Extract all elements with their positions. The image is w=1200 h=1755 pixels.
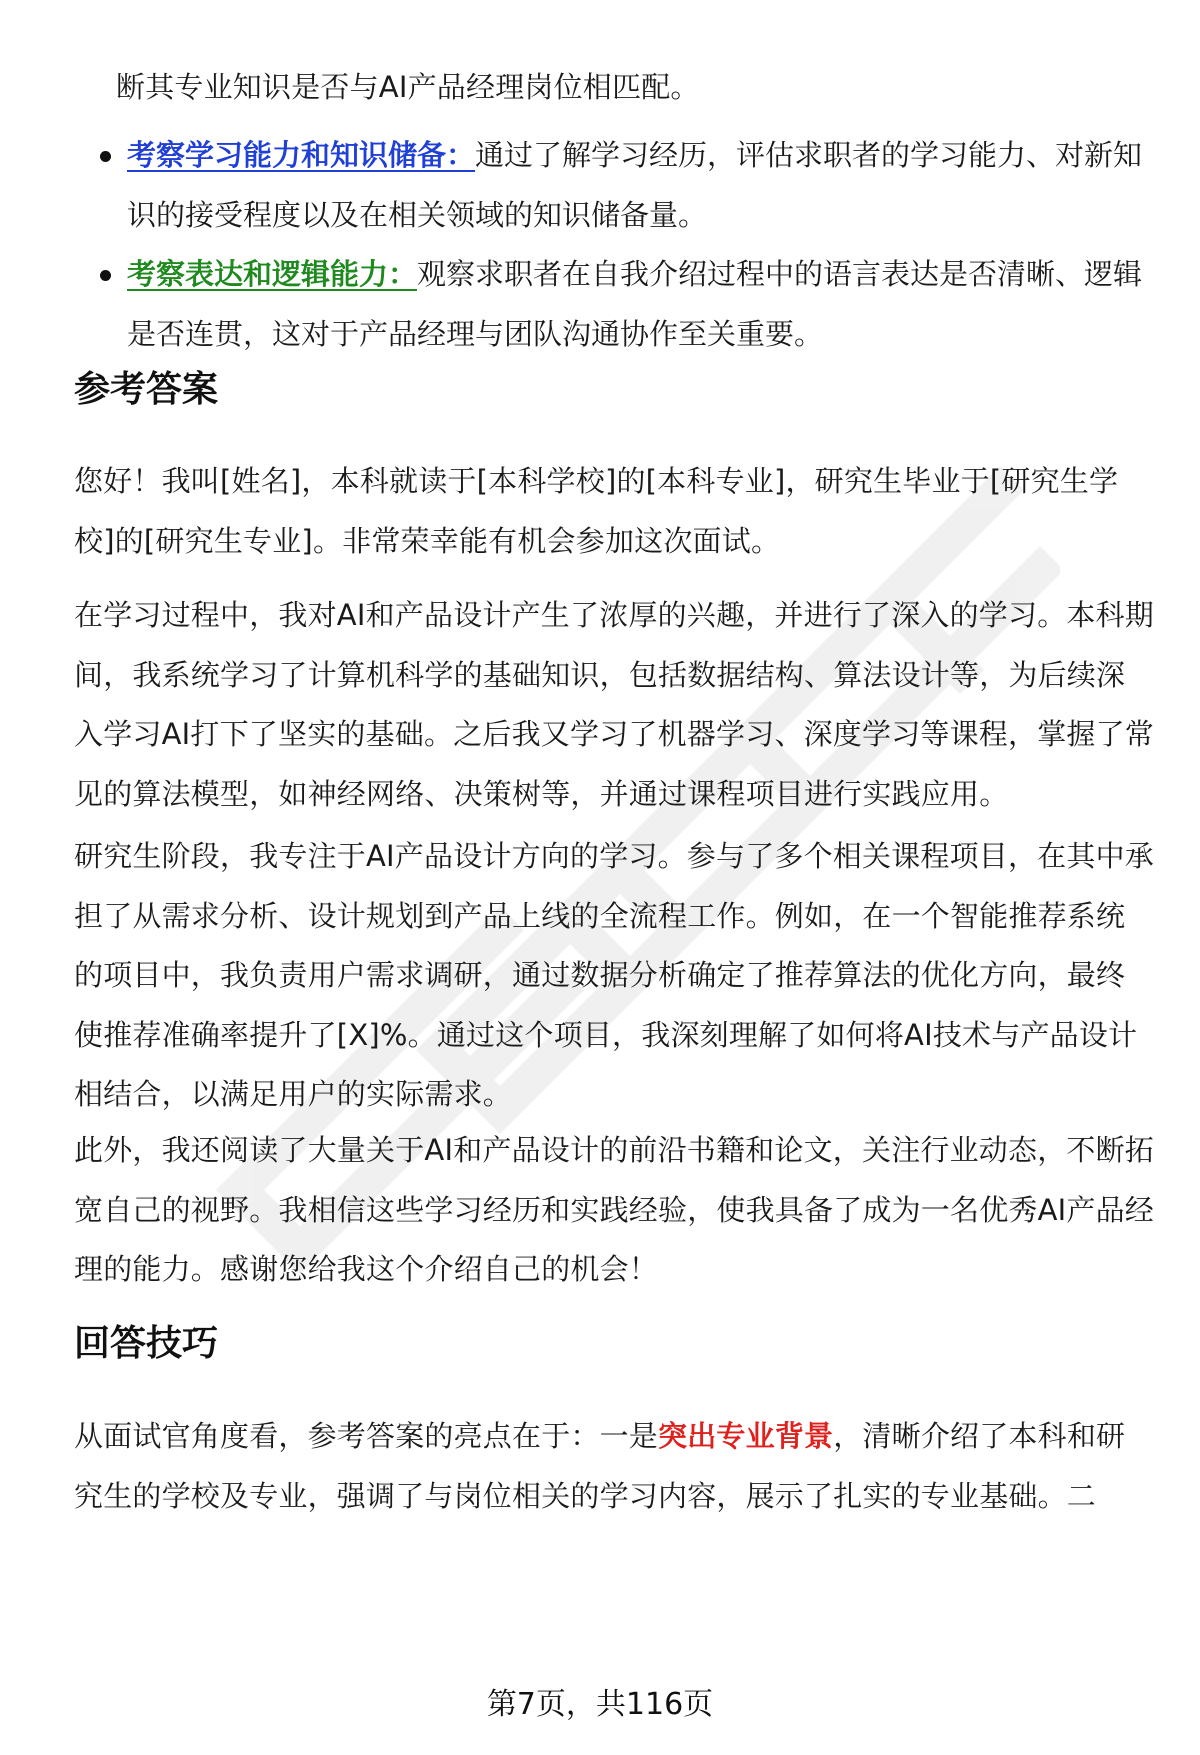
tips-text-before: 从面试官角度看，参考答案的亮点在于：一是	[74, 1419, 659, 1453]
continuation-text: 断其专业知识是否与AI产品经理岗位相匹配。	[116, 70, 700, 104]
bullet-text-learning: 通过了解学习经历，评估求职者的学习能力、对新知识的接受程度以及在相关领域的知识储备量。	[127, 138, 1143, 232]
answer-paragraph: 此外，我还阅读了大量关于AI和产品设计的前沿书籍和论文，关注行业动态，不断拓宽自己的视野。我相信这些学习经历和实践经验，使我具备了成为一名优秀AI产品经理的能力。感谢您给我这个介绍自己的机会！	[74, 1133, 1154, 1286]
section-heading-answer: 参考答案	[74, 369, 219, 410]
tips-text-after: ，清晰介绍了本科和研究生的学校及专业，强调了与岗位相关的学习内容，展示了扎实的专业基础。二	[74, 1419, 1126, 1513]
tips-highlight: 突出专业背景	[658, 1419, 834, 1453]
bullet-text-expression: 观察求职者在自我介绍过程中的语言表达是否清晰、逻辑是否连贯，这对于产品经理与团队沟通协作至关重要。	[127, 257, 1143, 351]
section-heading-tips: 回答技巧	[74, 1323, 219, 1364]
tips-paragraph	[74, 1407, 1154, 1526]
criteria-list	[74, 126, 1154, 364]
bullet-label-learning: 考察学习能力和知识储备：	[127, 138, 476, 172]
answer-paragraph: 您好！我叫[姓名]，本科就读于[本科学校]的[本科专业]，研究生毕业于[研究生学校]的[研究生专业]。非常荣幸能有机会参加这次面试。	[74, 464, 1119, 558]
bullet-label-expression: 考察表达和逻辑能力：	[127, 257, 418, 291]
page-number: 第7页，共116页	[486, 1687, 714, 1722]
list-item	[74, 245, 1154, 364]
answer-paragraph: 在学习过程中，我对AI和产品设计产生了浓厚的兴趣，并进行了深入的学习。本科期间，我系统学习了计算机科学的基础知识，包括数据结构、算法设计等，为后续深入学习AI打下了坚实的基础。之后我又学习了机器学习、深度学习等课程，掌握了常见的算法模型，如神经网络、决策树等，并通过课程项目进行实践应用。	[74, 598, 1154, 811]
answer-paragraph: 研究生阶段，我专注于AI产品设计方向的学习。参与了多个相关课程项目，在其中承担了从需求分析、设计规划到产品上线的全流程工作。例如，在一个智能推荐系统的项目中，我负责用户需求调研，通过数据分析确定了推荐算法的优化方向，最终使推荐准确率提升了[X]%。通过这个项目，我深刻理解了如何将AI技术与产品设计相结合，以满足用户的实际需求。	[74, 839, 1154, 1111]
list-item	[74, 126, 1154, 245]
bullet-dot-icon	[100, 270, 111, 281]
bullet-dot-icon	[100, 151, 111, 162]
